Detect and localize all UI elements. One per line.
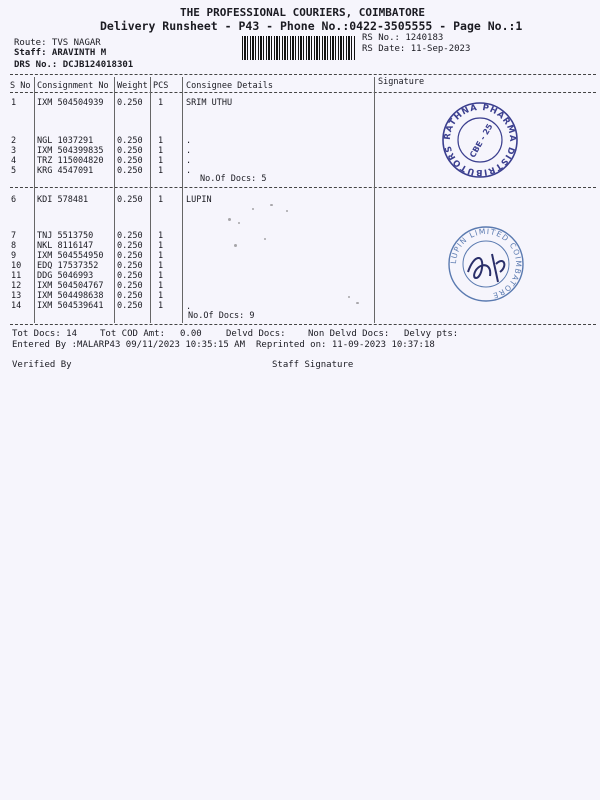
svg-text:CBE - 25: CBE - 25 <box>468 122 495 160</box>
row-pcs: 1 <box>158 281 164 291</box>
row-dot: . <box>186 136 192 146</box>
row-weight: 0.250 <box>117 251 143 261</box>
scan-speck <box>252 208 254 210</box>
delvy-pts: Delvy pts: <box>404 329 459 339</box>
non-delvd-docs: Non Delvd Docs: <box>308 329 390 339</box>
row-pcs: 1 <box>158 271 164 281</box>
docs-count: No.Of Docs: 9 <box>188 311 255 321</box>
lupin-stamp <box>446 224 526 304</box>
row-consignment: DDG 5046993 <box>37 271 94 281</box>
row-pcs: 1 <box>158 146 164 156</box>
drs-number: DRS No.: DCJB124018301 <box>14 60 134 70</box>
row-weight: 0.250 <box>117 231 143 241</box>
scan-speck <box>356 302 359 304</box>
consignee-name: SRIM UTHU <box>186 98 233 108</box>
row-consignment: IXM 504554950 <box>37 251 104 261</box>
scan-speck <box>348 296 350 298</box>
col-header-consignee: Consignee Details <box>186 81 273 91</box>
row-consignment: IXM 504498638 <box>37 291 104 301</box>
row-pcs: 1 <box>158 261 164 271</box>
row-sno: 7 <box>11 231 17 241</box>
verified-by: Verified By <box>12 360 72 370</box>
tot-cod-label: Tot COD Amt: <box>100 329 166 339</box>
row-consignment: IXM 504504767 <box>37 281 104 291</box>
row-weight: 0.250 <box>117 271 143 281</box>
row-pcs: 1 <box>158 241 164 251</box>
scan-speck <box>234 244 237 247</box>
reprinted-on: Reprinted on: 11-09-2023 10:37:18 <box>256 340 435 350</box>
entered-by: Entered By :MALARP43 09/11/2023 10:35:15 AM <box>12 340 245 350</box>
row-pcs: 1 <box>158 231 164 241</box>
row-sno: 13 <box>11 291 22 301</box>
row-pcs: 1 <box>158 156 164 166</box>
delvd-docs: Delvd Docs: <box>226 329 286 339</box>
group-separator-rule <box>10 187 596 188</box>
row-weight: 0.250 <box>117 166 143 176</box>
tot-docs: Tot Docs: 14 <box>12 329 78 339</box>
row-weight: 0.250 <box>117 281 143 291</box>
runsheet-title: Delivery Runsheet - P43 - Phone No.:0422-3505555 - Page No.:1 <box>100 19 523 33</box>
svg-text:RATHNA PHARMA DISTRIBUTORS: RATHNA PHARMA DISTRIBUTORS <box>442 102 518 178</box>
row-weight: 0.250 <box>117 301 143 311</box>
row-consignment: IXM 504504939 <box>37 98 104 108</box>
table-bottom-rule <box>10 324 596 325</box>
row-weight: 0.250 <box>117 146 143 156</box>
col-header-weight: Weight <box>117 81 148 91</box>
docs-count: No.Of Docs: 5 <box>200 174 267 184</box>
consignee-name: LUPIN <box>186 195 212 205</box>
header-bottom-rule <box>10 92 596 93</box>
scan-speck <box>286 210 288 212</box>
col-header-pcs: PCS <box>153 81 169 91</box>
row-consignment: KDI 578481 <box>37 195 89 205</box>
row-sno: 14 <box>11 301 22 311</box>
col-divider <box>114 77 115 323</box>
barcode <box>242 36 355 60</box>
col-divider <box>182 77 183 323</box>
row-dot: . <box>186 166 192 176</box>
row-pcs: 1 <box>158 251 164 261</box>
row-consignment: EDQ 17537352 <box>37 261 99 271</box>
row-weight: 0.250 <box>117 98 143 108</box>
row-pcs: 1 <box>158 136 164 146</box>
scan-speck <box>264 238 266 240</box>
distributor-stamp <box>440 100 520 180</box>
row-weight: 0.250 <box>117 291 143 301</box>
svg-text:LUPIN LIMITED COIMBATORE: LUPIN LIMITED COIMBATORE <box>448 226 524 301</box>
tot-cod-value: 0.00 <box>180 329 202 339</box>
route-label: Route: TVS NAGAR <box>14 38 101 48</box>
col-header-consignment: Consignment No <box>37 81 109 91</box>
scan-speck <box>228 218 231 221</box>
row-sno: 9 <box>11 251 17 261</box>
row-consignment: NKL 8116147 <box>37 241 94 251</box>
row-weight: 0.250 <box>117 261 143 271</box>
row-pcs: 1 <box>158 166 164 176</box>
col-divider <box>34 77 35 323</box>
row-pcs: 1 <box>158 98 164 108</box>
row-dot: . <box>186 156 192 166</box>
row-sno: 5 <box>11 166 17 176</box>
row-consignment: NGL 1037291 <box>37 136 94 146</box>
scan-speck <box>270 204 273 206</box>
row-pcs: 1 <box>158 291 164 301</box>
row-pcs: 1 <box>158 195 164 205</box>
row-dot: . <box>186 146 192 156</box>
row-sno: 10 <box>11 261 22 271</box>
scan-speck <box>238 222 240 224</box>
row-consignment: TNJ 5513750 <box>37 231 94 241</box>
table-top-rule <box>10 74 596 75</box>
col-divider <box>150 77 151 323</box>
staff-label: Staff: ARAVINTH M <box>14 48 107 58</box>
row-consignment: TRZ 115004820 <box>37 156 104 166</box>
row-weight: 0.250 <box>117 241 143 251</box>
row-consignment: IXM 504399835 <box>37 146 104 156</box>
row-pcs: 1 <box>158 301 164 311</box>
row-weight: 0.250 <box>117 136 143 146</box>
row-weight: 0.250 <box>117 195 143 205</box>
row-weight: 0.250 <box>117 156 143 166</box>
col-header-sno: S No <box>10 81 31 91</box>
row-sno: 2 <box>11 136 17 146</box>
rs-number: RS No.: 1240183 <box>362 33 444 43</box>
col-header-signature: Signature <box>378 77 425 87</box>
row-sno: 11 <box>11 271 22 281</box>
row-consignment: IXM 504539641 <box>37 301 104 311</box>
row-consignment: KRG 4547091 <box>37 166 94 176</box>
rs-date: RS Date: 11-Sep-2023 <box>362 44 471 54</box>
staff-signature: Staff Signature <box>272 360 354 370</box>
row-sno: 1 <box>11 98 17 108</box>
row-sno: 4 <box>11 156 17 166</box>
row-sno: 8 <box>11 241 17 251</box>
row-dot: . <box>186 302 192 312</box>
col-divider <box>374 77 375 323</box>
row-sno: 3 <box>11 146 17 156</box>
row-sno: 6 <box>11 195 17 205</box>
company-title: THE PROFESSIONAL COURIERS, COIMBATORE <box>180 6 426 19</box>
row-sno: 12 <box>11 281 22 291</box>
